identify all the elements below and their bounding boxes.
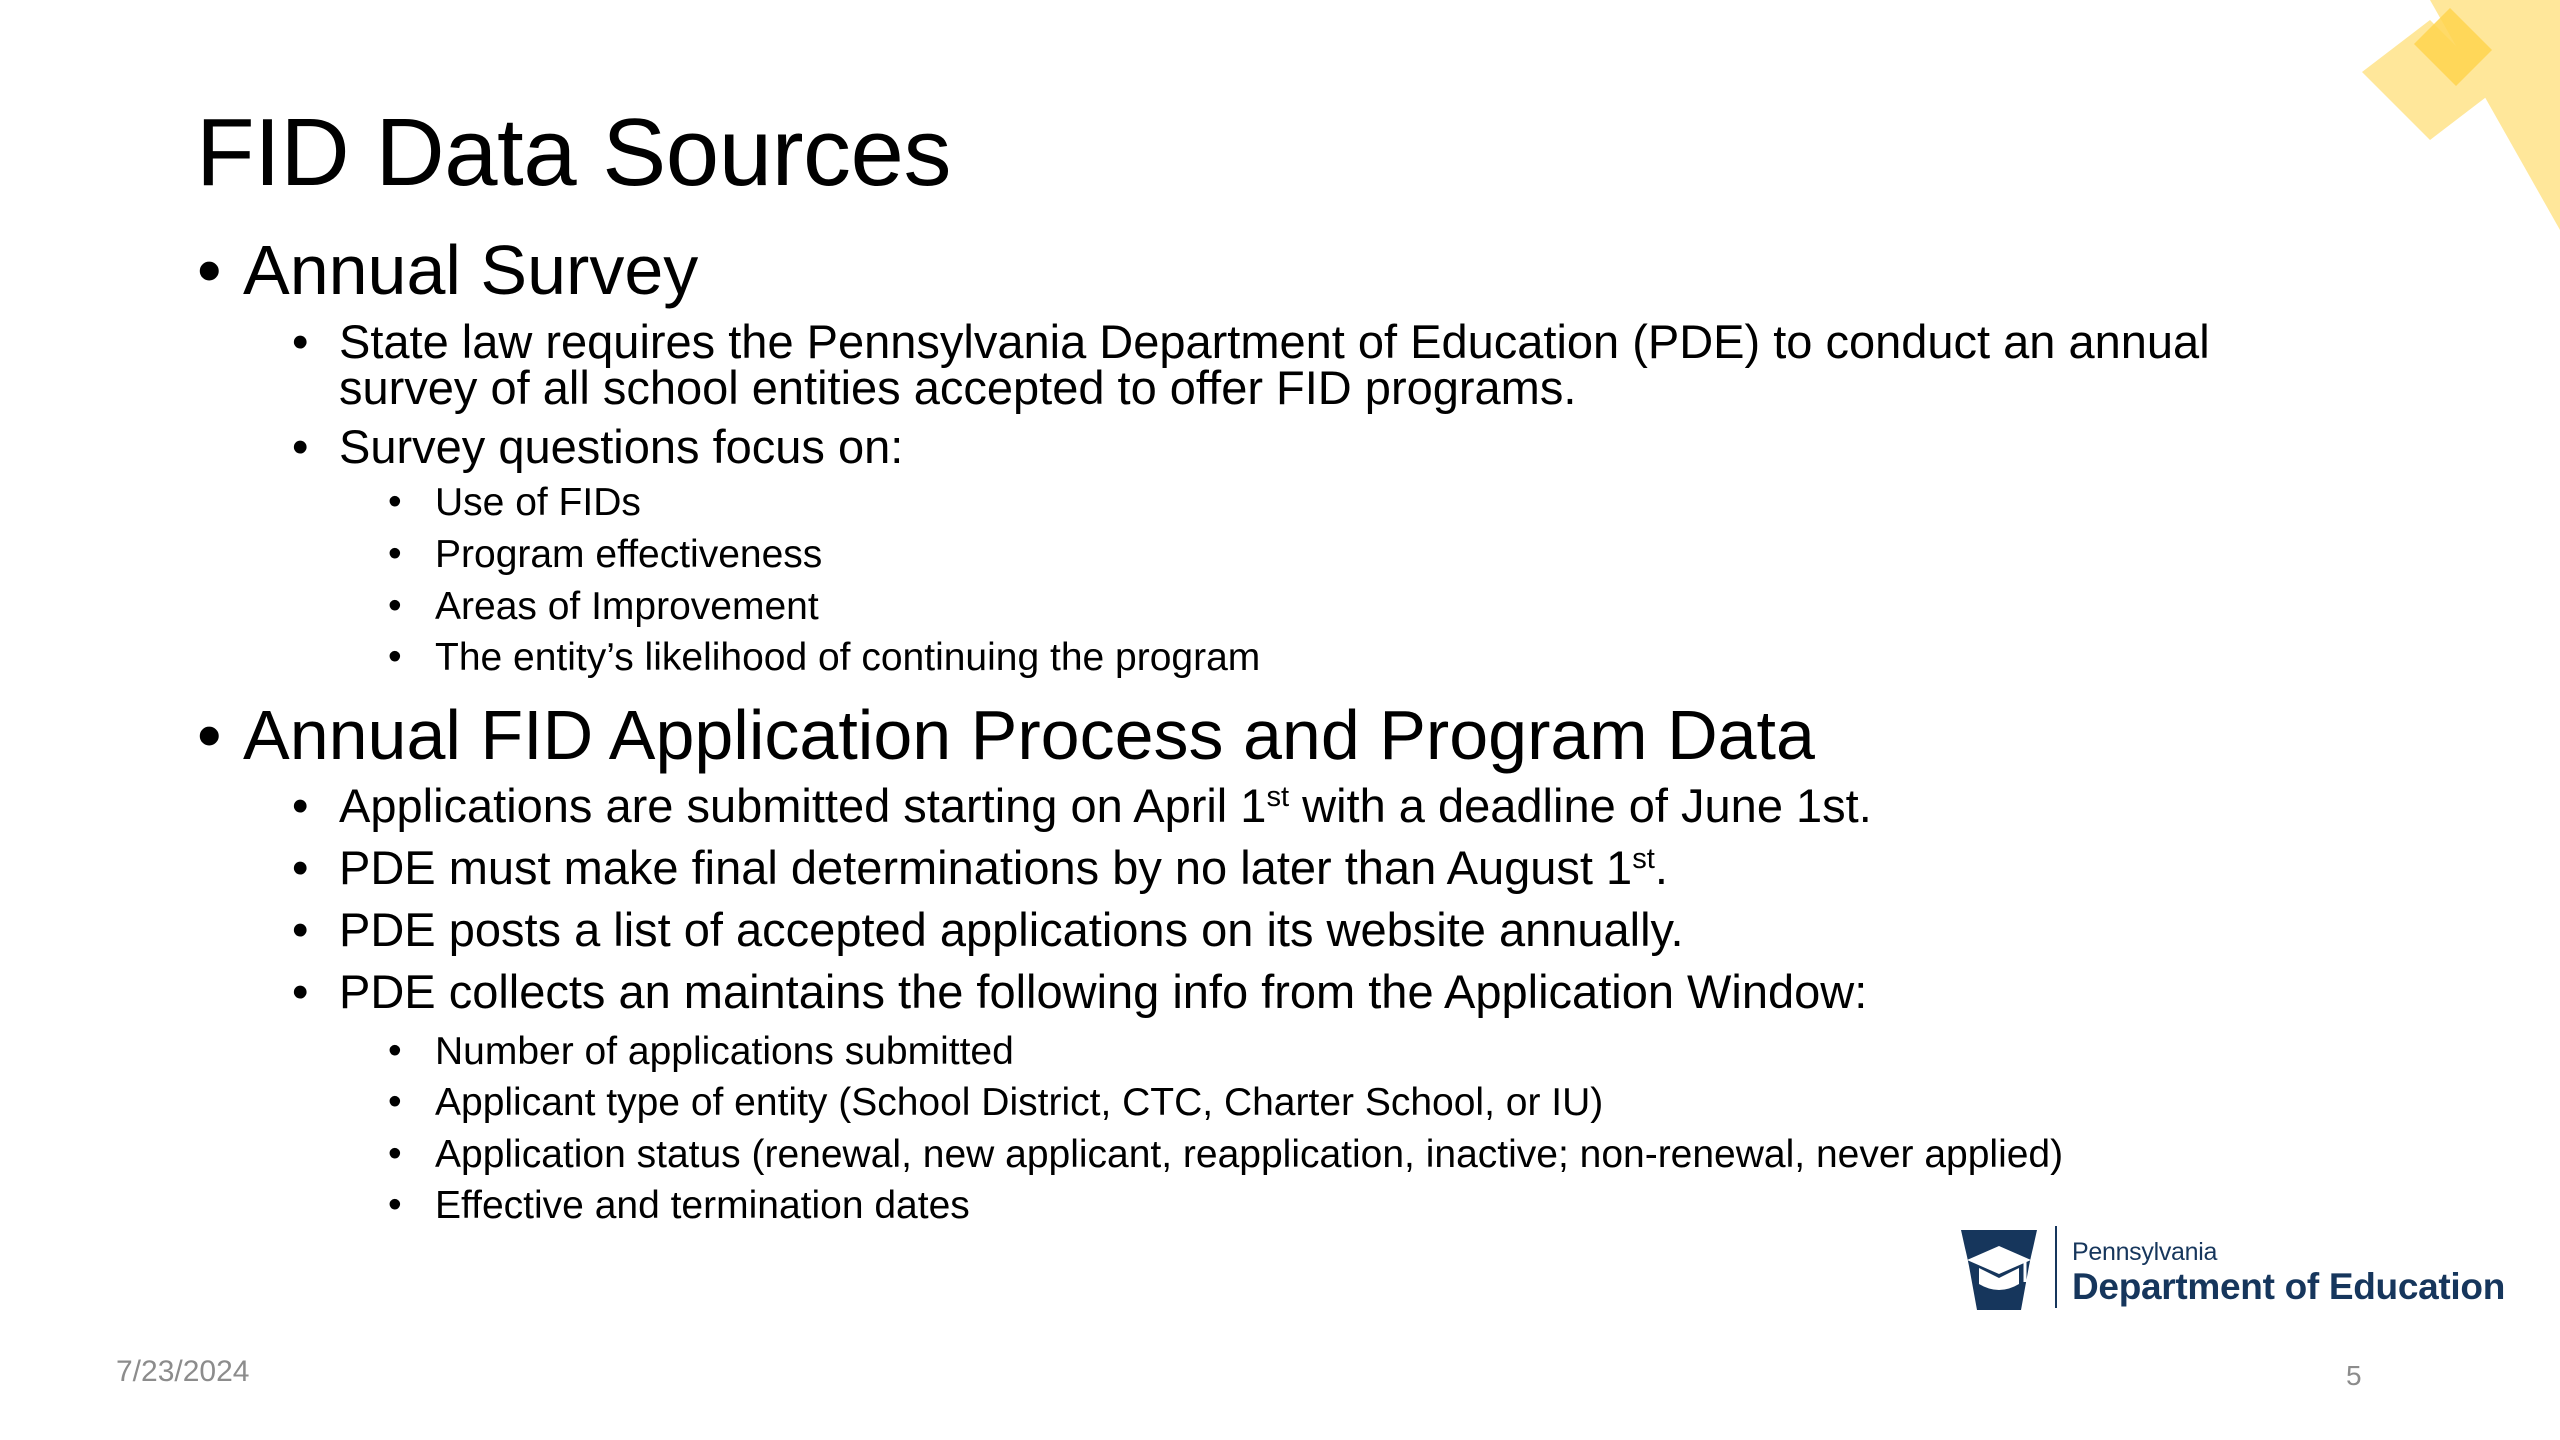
list-item-text: survey of all school entities accepted to offer FID programs.	[339, 361, 1577, 414]
sub-list-item-text: Application status (renewal, new applicant, reapplication, inactive; non-renewal, never applied)	[435, 1133, 2064, 1176]
corner-decoration	[2330, 0, 2560, 230]
logo-state-name: Pennsylvania	[2072, 1238, 2218, 1266]
bullet-marker: •	[388, 1183, 402, 1226]
sub-list-item	[388, 1080, 1604, 1124]
bullet-marker: •	[292, 903, 309, 956]
ordinal-suffix: st	[1632, 842, 1655, 875]
slide-title: FID Data Sources	[196, 99, 951, 206]
bullet-marker: •	[388, 635, 402, 678]
sub-list-item	[388, 1132, 2064, 1176]
sub-list-item-text: Effective and termination dates	[435, 1184, 970, 1227]
section-heading-annual-survey	[197, 231, 699, 309]
logo-department-name: Department of Education	[2072, 1266, 2506, 1307]
bullet-marker: •	[197, 231, 222, 309]
sub-list-item-text: The entity’s likelihood of continuing the program	[435, 636, 1261, 679]
sub-list-item	[388, 1029, 1014, 1073]
sub-list-item	[388, 635, 1261, 679]
bullet-marker: •	[388, 584, 402, 627]
keystone-mortarboard-icon	[1955, 1226, 2043, 1314]
sub-list-item	[388, 1183, 970, 1227]
bullet-marker: •	[388, 1080, 402, 1123]
sub-list-item	[388, 480, 641, 524]
bullet-marker: •	[388, 1132, 402, 1175]
list-item	[292, 779, 1872, 832]
list-item-text: PDE collects an maintains the following info from the Application Window:	[339, 965, 1868, 1018]
list-item	[292, 903, 1684, 956]
sub-list-item-text: Use of FIDs	[435, 481, 641, 524]
bullet-marker: •	[292, 841, 309, 894]
list-item	[292, 315, 2210, 368]
list-item	[292, 420, 904, 473]
ordinal-suffix: st	[1266, 780, 1290, 813]
sub-list-item	[388, 584, 819, 628]
bullet-marker: •	[388, 532, 402, 575]
list-item-text-end: with a deadline of June 1st.	[1289, 779, 1872, 832]
list-item-text: State law requires the Pennsylvania Department of Education (PDE) to conduct an annual	[339, 315, 2210, 368]
bullet-marker: •	[388, 1029, 402, 1072]
slide-number: 5	[2346, 1360, 2362, 1391]
bullet-marker: •	[197, 696, 222, 774]
list-item	[292, 841, 1668, 894]
list-item-text-end: .	[1654, 841, 1668, 894]
list-item-text: PDE posts a list of accepted applications on its website annually.	[339, 903, 1684, 956]
list-item-continuation	[339, 361, 1577, 414]
sub-list-item	[388, 532, 823, 576]
bullet-marker: •	[292, 420, 309, 473]
section-heading-text: Annual Survey	[243, 231, 699, 309]
logo-divider	[2055, 1226, 2057, 1308]
list-item-text: Survey questions focus on:	[339, 420, 904, 473]
bullet-marker: •	[292, 965, 309, 1018]
sub-list-item-text: Applicant type of entity (School District, CTC, Charter School, or IU)	[435, 1081, 1604, 1124]
bullet-marker: •	[292, 779, 309, 832]
bullet-marker: •	[388, 480, 402, 523]
footer-date: 7/23/2024	[116, 1355, 250, 1388]
bullet-marker: •	[292, 315, 309, 368]
sub-list-item-text: Number of applications submitted	[435, 1030, 1014, 1073]
list-item-text-start: Applications are submitted starting on April 1	[339, 779, 1267, 832]
section-heading-text: Annual FID Application Process and Program Data	[243, 696, 1815, 774]
sub-list-item-text: Areas of Improvement	[435, 585, 819, 628]
section-heading-application-process	[197, 696, 1815, 774]
sub-list-item-text: Program effectiveness	[435, 533, 823, 576]
list-item	[292, 965, 1868, 1018]
list-item-text-start: PDE must make final determinations by no later than August 1	[339, 841, 1633, 894]
